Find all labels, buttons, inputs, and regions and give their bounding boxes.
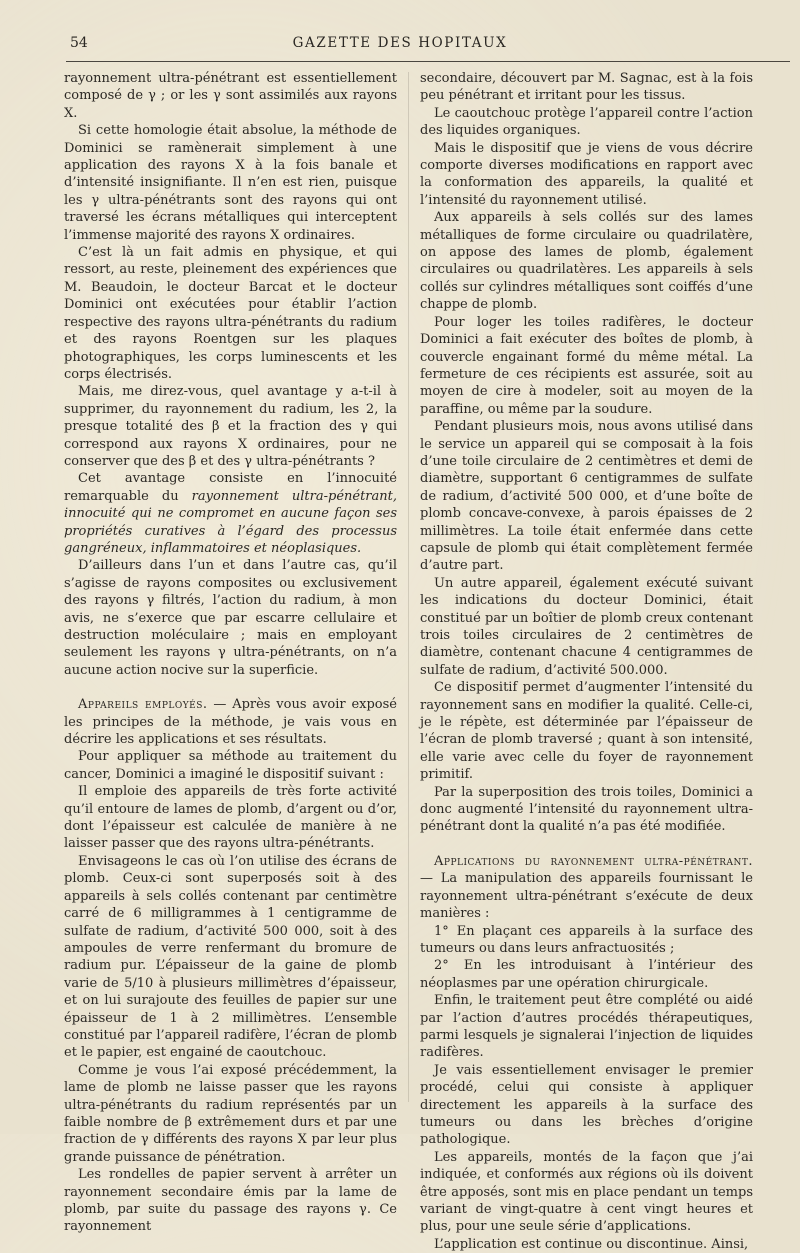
page-header [0,35,800,57]
paragraph: Comme je vous l’ai exposé précédemment, la lame de plomb ne laisse passer que les rayons ultra-pénétrants du radium représentés par un faible nombre de β extrêmement durs et par une fraction de γ différents des rayons X par leur plus grande puissance de pénétration. [64,1062,397,1165]
paragraph: Pour appliquer sa méthode au traitement du cancer, Dominici a imaginé le dispositif suivant : [64,749,397,782]
paragraph: Je vais essentiellement envisager le premier procédé, celui qui consiste à appliquer directement les appareils à la surface des tumeurs ou dans les brèches d’origine pathologique. [420,1062,753,1148]
paragraph: Si cette homologie était absolue, la méthode de Dominici se ramènerait simplement à une application des rayons X à la fois banale et d’intensité insignifiante. Il n’en est rien, puisque les γ ultra-pénétrants sont des rayons qui ont traversé les écrans métalliques qui interceptent l’immense majorité des rayons X ordinaires. [64,123,397,243]
page-number: 54 [70,35,88,51]
paragraph: Pour loger les toiles radifères, le docteur Dominici a fait exécuter des boîtes de plomb, à couvercle engainant formé du même métal. La fermeture de ces récipients est assurée, soit au moyen de cire à modeler, soit au moyen de la paraffine, ou même par la soudure. [420,314,753,417]
paragraph: L’application est continue ou discontinue. Ainsi, [434,1236,749,1252]
paragraph: C’est là un fait admis en physique, et qui ressort, au reste, pleinement des expériences que M. Beaudoin, le docteur Barcat et le docteur Dominici ont exécutées pour établir l’action respective des rayons ultra-pénétrants du radium et des rayons Roentgen sur les plaques photographiques, les corps luminescents et les corps électrisés. [64,245,397,382]
paragraph: Il emploie des appareils de très forte activité qu’il entoure de lames de plomb, d’argent ou d’or, dont l’épaisseur est calculée de manière à ne laisser passer que des rayons ultra-pénétrants. [64,784,397,852]
paragraph: Les rondelles de papier servent à arrêter un rayonnement secondaire émis par la lame de plomb, par suite du passage des rayons γ. Ce rayonnement [64,1167,397,1235]
paragraph: Les appareils, montés de la façon que j’ai indiquée, et conformés aux régions où ils doivent être apposés, sont mis en place pendant un temps variant de vingt-quatre à cent vingt heures et plus, pour une seule série d’applications. [420,1149,753,1235]
paragraph: rayonnement ultra-pénétrant est essentiellement composé de γ ; or les γ sont assimilés aux rayons X. [64,71,397,121]
paragraph: Envisageons le cas où l’on utilise des écrans de plomb. Ceux-ci sont superposés soit à des appareils à sels collés contenant par centimètre carré de 6 milligrammes à 1 centigramme de sulfate de radium, d’activité 500 000, soit à des ampoules de verre renfermant du bromure de radium pur. L’épaisseur de la gaine de plomb varie de 5/10 à plusieurs millimètres d’épaisseur, et on lui surajoute des feuilles de papier sur une épaisseur de 1 à 2 millimètres. L’ensemble constitué par l’appareil radifère, l’écran de plomb et le papier, est engainé de caoutchouc. [64,853,397,1061]
paragraph: secondaire, découvert par M. Sagnac, est à la fois peu pénétrant et irritant pour les tissus. [420,71,753,104]
italic-passage: rayonnement ultra-pénétrant, innocuité qui ne compromet en aucune façon ses propriétés curatives à l’égard des processus gangréneux, inflammatoires et néoplasiques. [64,488,398,556]
section-heading: Appareils employés. [78,697,208,713]
section-heading: Applications du rayonnement ultra-pénétrant. [434,853,753,869]
section-intro: — La manipulation des appareils fournissant le rayonnement ultra-pénétrant s’exécute de deux manières : [420,871,753,922]
paragraph: Mais le dispositif que je viens de vous décrire comporte diverses modifications en rapport avec la conformation des appareils, la qualité et l’intensité du rayonnement utilisé. [420,140,753,208]
right-column [420,70,753,1253]
paragraph: 1° En plaçant ces appareils à la surface des tumeurs ou dans leurs anfractuosités ; [420,923,753,956]
header-rule [66,61,790,62]
left-column [64,70,397,1236]
paragraph: D’ailleurs dans l’un et dans l’autre cas, qu’il s’agisse de rayons composites ou exclusivement des rayons γ filtrés, l’action du radium, à mon avis, ne s’exerce que par escarre cellulaire et destruction moléculaire ; mais en employant seulement les rayons γ ultra-pénétrants, on n’a aucune action nocive sur la superficie. [64,558,397,678]
paragraph-lead: Cet avantage consiste en l’innocuité remarquable du [64,471,397,504]
paragraph: Le caoutchouc protège l’appareil contre l’action des liquides organiques. [420,105,753,139]
paragraph [64,470,397,557]
column-gutter [408,72,409,1102]
running-title: GAZETTE DES HOPITAUX [292,35,508,51]
paragraph: Mais, me direz-vous, quel avantage y a-t-il à supprimer, du rayonnement du radium, les 2, la presque totalité des β et la fraction des γ qui correspond aux rayons X ordinaires, pour ne conserver que des β et des γ ultra-pénétrants ? [64,384,397,469]
paragraph: 2° En les introduisant à l’intérieur des néoplasmes par une opération chirurgicale. [420,958,753,991]
paragraph: Par la superposition des trois toiles, Dominici a donc augmenté l’intensité du rayonnement ultra-pénétrant dont la qualité n’a pas été modifiée. [420,784,753,835]
paragraph: Pendant plusieurs mois, nous avons utilisé dans le service un appareil qui se composait à la fois d’une toile circulaire de 2 centimètres et demi de diamètre, supportant 6 centigrammes de sulfate de radium, d’activité 500 000, et d’une boîte de plomb concave-convexe, à parois épaisses de 2 millimètres. La toile était enfermée dans cette capsule de plomb qui était complètement fermée d’autre part. [420,419,753,574]
section-applications [420,853,753,923]
paragraph: Enfin, le traitement peut être complété ou aidé par l’action d’autres procédés thérapeutiques, parmi lesquels je signalerai l’injection de liquides radifères. [420,993,753,1061]
paragraph: Un autre appareil, également exécuté suivant les indications du docteur Dominici, était constitué par un boîtier de plomb creux contenant trois toiles circulaires de 2 centimètres de diamètre, contenant chacune 4 centigrammes de sulfate de radium, d’activité 500.000. [420,575,753,678]
section-intro: — Après vous avoir exposé les principes de la méthode, je vais vous en décrire les applications et ses résultats. [64,697,397,748]
paragraph: Ce dispositif permet d’augmenter l’intensité du rayonnement sans en modifier la qualité. Celle-ci, je le répète, est déterminée par l’épaisseur de l’écran de plomb traversé ; quant à son intensité, elle varie avec celle du foyer de rayonnement primitif. [420,680,753,783]
section-apparatus [64,696,397,748]
paragraph: Aux appareils à sels collés sur des lames métalliques de forme circulaire ou quadrilatère, on appose des lames de plomb, également circulaires ou quadrilatères. Les appareils à sels collés sur cylindres métalliques sont coiffés d’une chappe de plomb. [420,210,753,313]
